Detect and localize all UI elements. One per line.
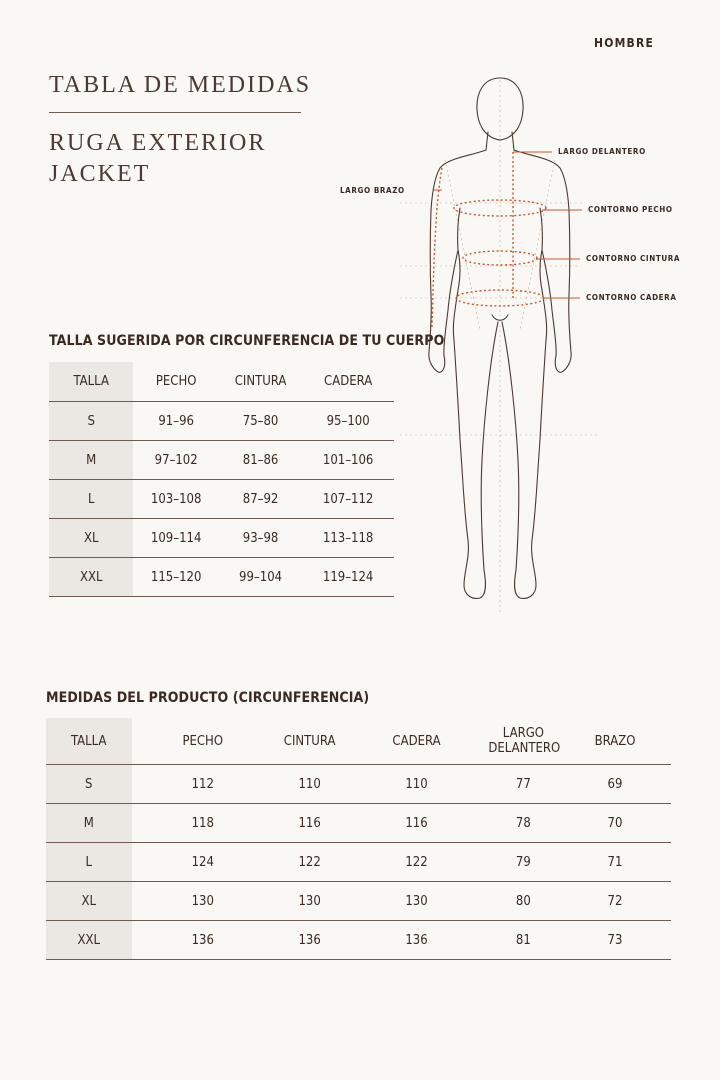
value-cell: 81–86 — [219, 441, 302, 480]
value-cell: 109–114 — [133, 519, 218, 558]
product-measures-table — [46, 718, 671, 960]
size-cell: L — [46, 843, 132, 882]
table-header-row — [49, 362, 394, 402]
size-cell: XL — [46, 882, 132, 921]
value-cell: 91–96 — [133, 402, 218, 441]
table-row — [46, 921, 671, 960]
size-cell: M — [49, 441, 133, 480]
value-cell: 107–112 — [302, 480, 394, 519]
callout-leaders — [433, 152, 582, 298]
table-row — [46, 765, 671, 804]
value-cell: 69 — [559, 765, 671, 804]
value-cell: 118 — [132, 804, 275, 843]
value-cell: 122 — [345, 843, 488, 882]
value-cell: 93–98 — [219, 519, 302, 558]
value-cell: 95–100 — [302, 402, 394, 441]
table-header-row — [46, 718, 671, 765]
value-cell: 110 — [345, 765, 488, 804]
header-cell: PECHO — [132, 718, 275, 765]
table-row — [46, 882, 671, 921]
value-cell: 77 — [488, 765, 559, 804]
value-cell: 136 — [274, 921, 345, 960]
callout-hip: CONTORNO CADERA — [586, 293, 677, 302]
value-cell: 78 — [488, 804, 559, 843]
size-cell: S — [49, 402, 133, 441]
value-cell: 130 — [132, 882, 275, 921]
header-cell-front-length — [488, 718, 559, 765]
value-cell: 97–102 — [133, 441, 218, 480]
callout-arm-length: LARGO BRAZO — [340, 186, 405, 195]
value-cell: 110 — [274, 765, 345, 804]
product-measures-heading: MEDIDAS DEL PRODUCTO (CIRCUNFERENCIA) — [46, 690, 370, 706]
table-row — [49, 558, 394, 597]
page-title: TABLA DE MEDIDAS — [49, 72, 312, 98]
value-cell: 119–124 — [302, 558, 394, 597]
header-cell: PECHO — [133, 362, 218, 402]
product-name-line2: JACKET — [49, 161, 151, 187]
value-cell: 122 — [274, 843, 345, 882]
value-cell: 81 — [488, 921, 559, 960]
header-cell: CADERA — [302, 362, 394, 402]
callout-waist: CONTORNO CINTURA — [586, 254, 681, 263]
value-cell: 87–92 — [219, 480, 302, 519]
value-cell: 80 — [488, 882, 559, 921]
value-cell: 130 — [345, 882, 488, 921]
size-cell: M — [46, 804, 132, 843]
table-row — [49, 519, 394, 558]
size-cell: S — [46, 765, 132, 804]
size-cell: L — [49, 480, 133, 519]
arm-length-line — [432, 168, 442, 328]
value-cell: 113–118 — [302, 519, 394, 558]
value-cell: 124 — [132, 843, 275, 882]
body-size-table — [49, 362, 394, 597]
callout-chest: CONTORNO PECHO — [588, 205, 673, 214]
value-cell: 99–104 — [219, 558, 302, 597]
value-cell: 136 — [132, 921, 275, 960]
product-name — [49, 128, 266, 190]
value-cell: 116 — [274, 804, 345, 843]
gender-label: HOMBRE — [594, 36, 655, 50]
value-cell: 101–106 — [302, 441, 394, 480]
value-cell: 72 — [559, 882, 671, 921]
value-cell: 71 — [559, 843, 671, 882]
header-cell: CINTURA — [219, 362, 302, 402]
size-cell: XXL — [49, 558, 133, 597]
size-cell: XL — [49, 519, 133, 558]
header-cell-text: LARGO DELANTERO — [488, 726, 561, 756]
header-cell: TALLA — [49, 362, 133, 402]
value-cell: 103–108 — [133, 480, 218, 519]
table-row — [46, 843, 671, 882]
chest-measure-ellipse — [454, 200, 546, 216]
waist-measure-ellipse — [463, 251, 537, 265]
value-cell: 136 — [345, 921, 488, 960]
value-cell: 115–120 — [133, 558, 218, 597]
value-cell: 70 — [559, 804, 671, 843]
value-cell: 79 — [488, 843, 559, 882]
header-cell: CADERA — [345, 718, 488, 765]
table-row — [49, 402, 394, 441]
value-cell: 112 — [132, 765, 275, 804]
product-name-line1: RUGA EXTERIOR — [49, 130, 267, 156]
callout-front-length: LARGO DELANTERO — [558, 147, 646, 156]
size-cell: XXL — [46, 921, 132, 960]
header-cell: CINTURA — [274, 718, 345, 765]
value-cell: 130 — [274, 882, 345, 921]
header-cell: BRAZO — [559, 718, 671, 765]
table-row — [49, 441, 394, 480]
title-divider — [49, 112, 301, 113]
value-cell: 75–80 — [219, 402, 302, 441]
table-row — [46, 804, 671, 843]
value-cell: 116 — [345, 804, 488, 843]
value-cell: 73 — [559, 921, 671, 960]
table-row — [49, 480, 394, 519]
body-size-heading: TALLA SUGERIDA POR CIRCUNFERENCIA DE TU CUERPO — [49, 333, 445, 349]
header-cell: TALLA — [46, 718, 132, 765]
